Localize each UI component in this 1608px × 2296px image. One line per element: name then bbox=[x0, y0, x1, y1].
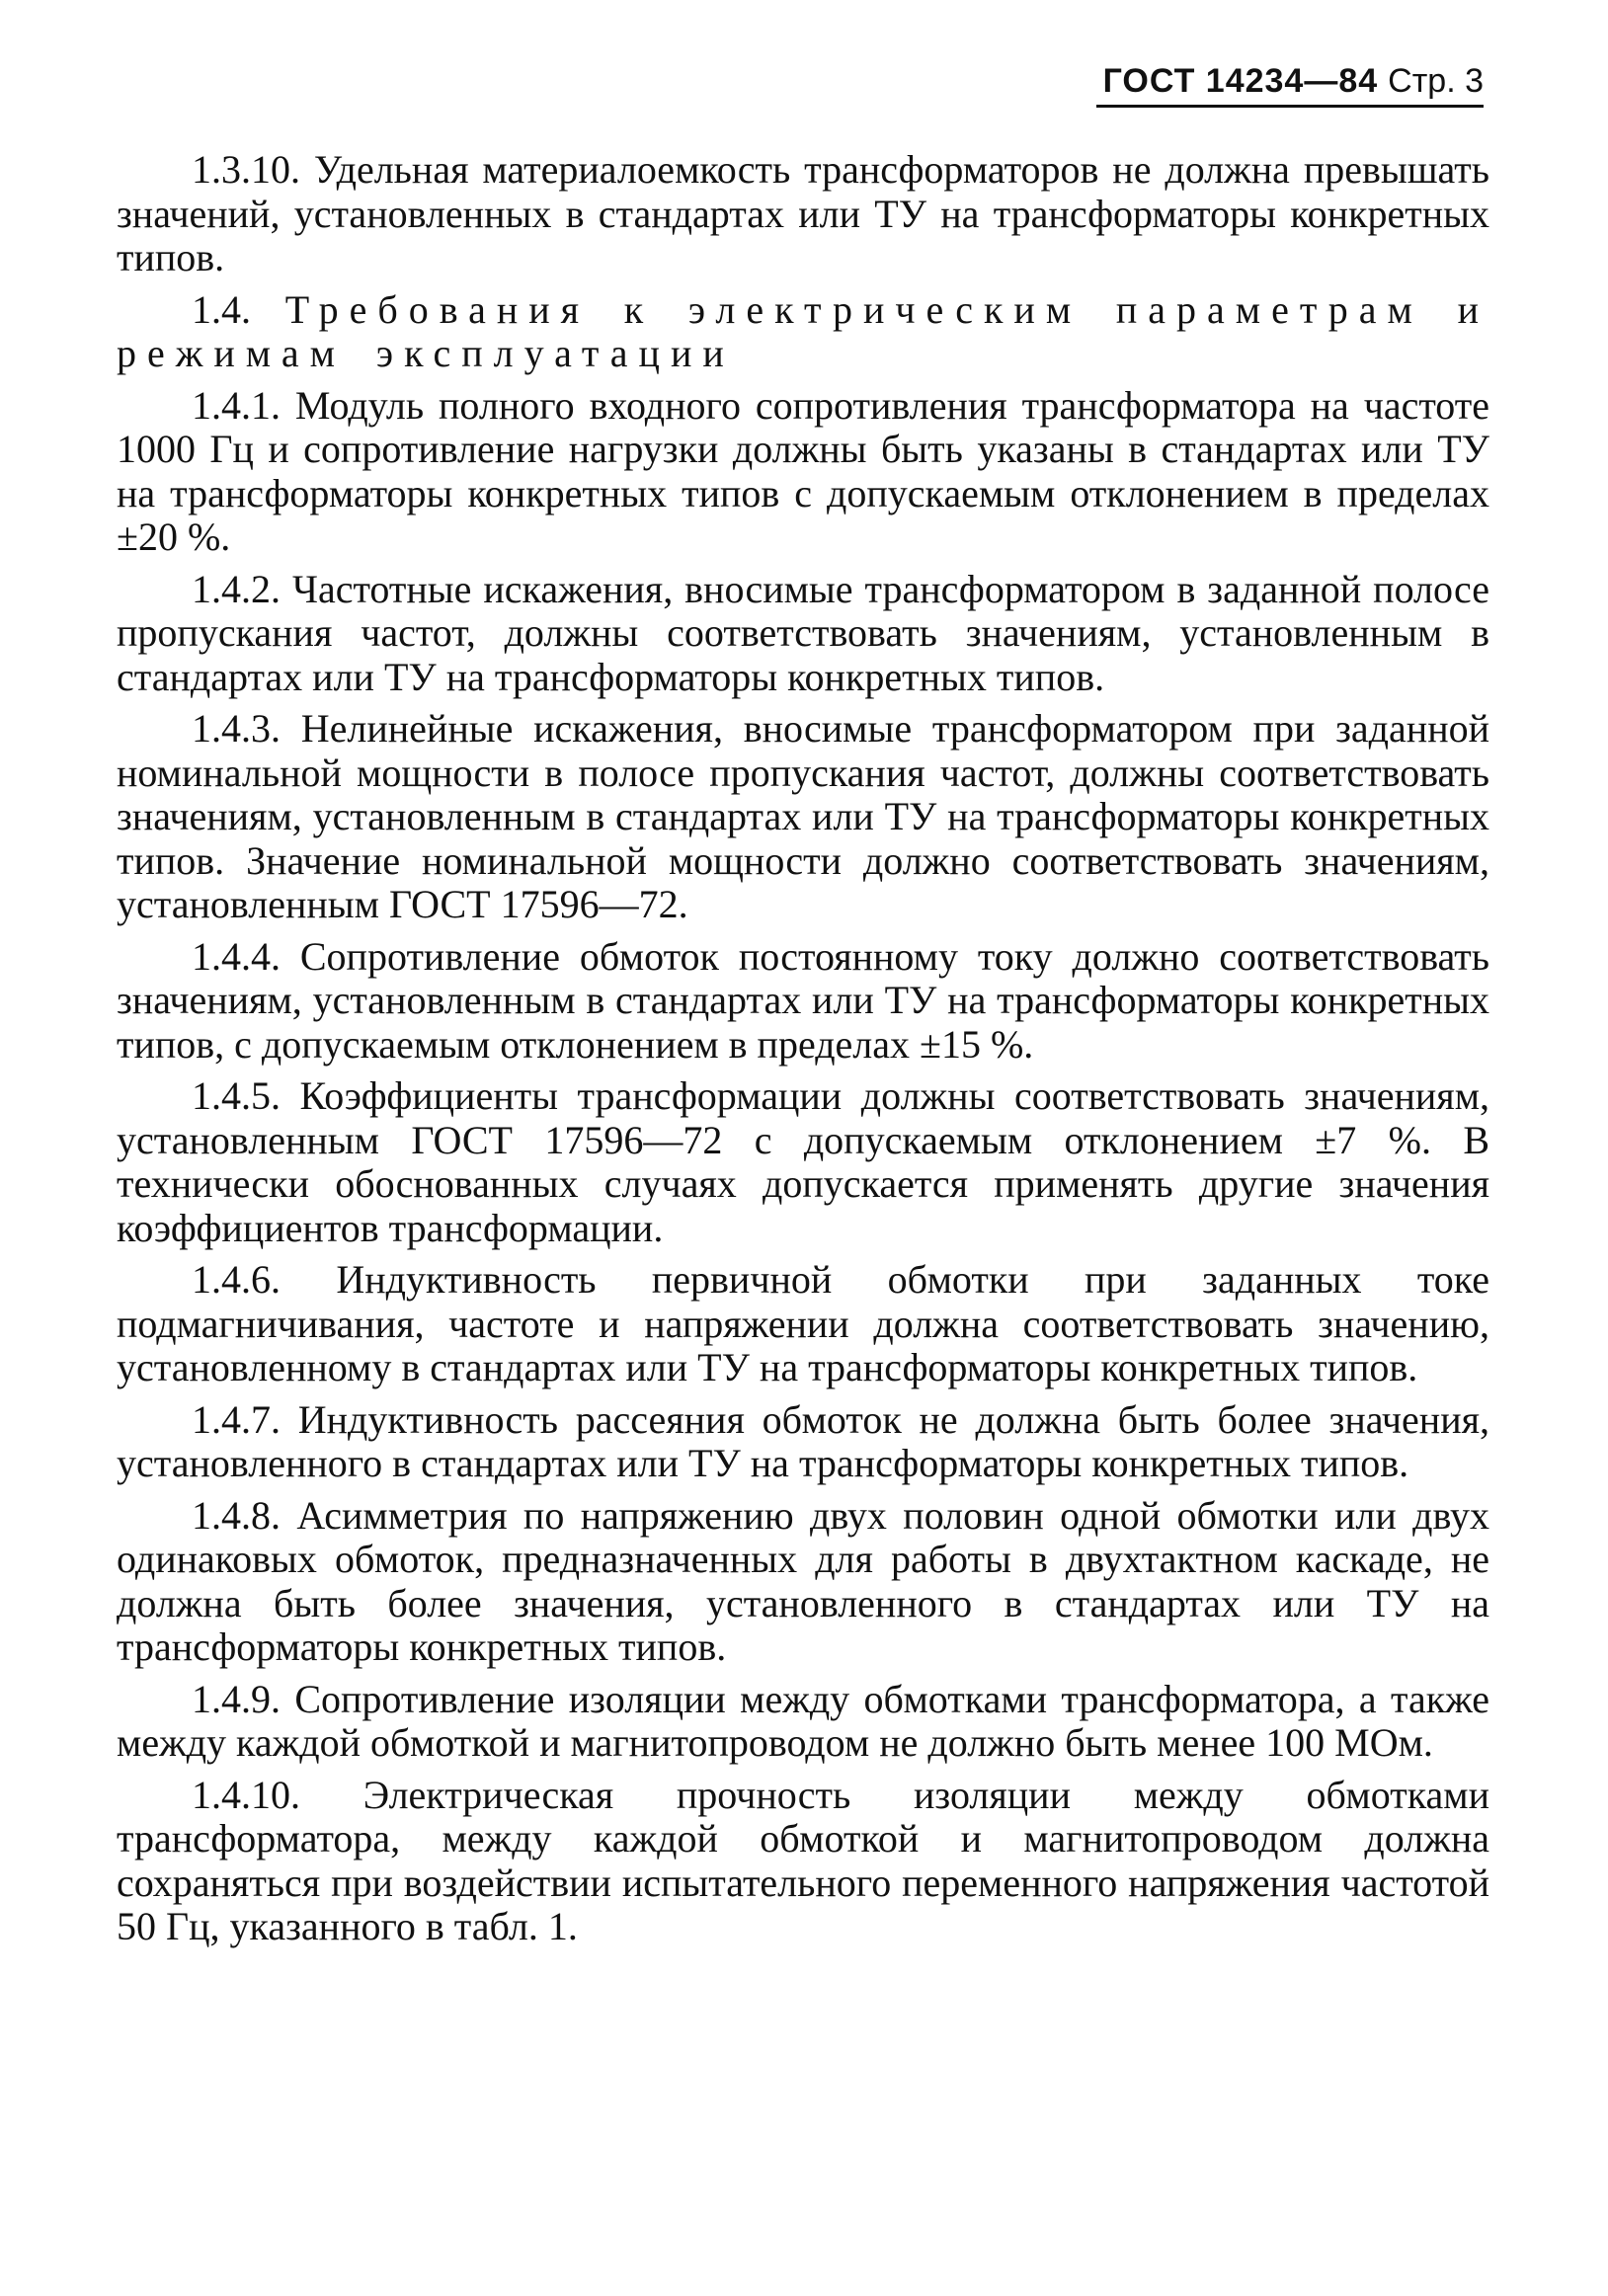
paragraph-1-4-1: 1.4.1. Модуль полного входного сопротивления трансформатора на частоте 1000 Гц и сопротивление нагрузки должны быть указаны в стандартах или ТУ на трансформаторы конкретных типов с допускаемым отклонением в пределах ±20 %. bbox=[117, 382, 1489, 559]
paragraph-1-4-8: 1.4.8. Асимметрия по напряжению двух половин одной обмотки или двух одинаковых обмоток, предназначенных для работы в двухтактном каскаде, не должна быть более значения, установленного в стандартах или ТУ на трансформаторы конкретных типов. bbox=[117, 1492, 1489, 1669]
paragraph-1-4-9: 1.4.9. Сопротивление изоляции между обмотками трансформатора, а также между каждой обмоткой и магнитопроводом не должно быть менее 100 МОм. bbox=[117, 1676, 1489, 1765]
paragraph-1-4-7: 1.4.7. Индуктивность рассеяния обмоток не должна быть более значения, установленного в стандартах или ТУ на трансформаторы конкретных типов. bbox=[117, 1396, 1489, 1485]
standard-number: ГОСТ 14234—84 bbox=[1102, 62, 1379, 100]
paragraph-1-4-3: 1.4.3. Нелинейные искажения, вносимые трансформатором при заданной номинальной мощности в полосе пропускания частот, должны соответствовать значениям, установленным в стандартах или ТУ на трансформаторы конкретных типов. Значение номинальной мощности должно соответствовать значениям, установленным ГОСТ 17596—72. bbox=[117, 706, 1489, 926]
section-heading-1-4 bbox=[117, 288, 1489, 376]
section-title: Требования к электрическим параметрам и режимам эксплуатации bbox=[117, 286, 1489, 375]
paragraph-1-3-10: 1.3.10. Удельная материалоемкость трансформаторов не должна превышать значений, установленных в стандартах или ТУ на трансформаторы конкретных типов. bbox=[117, 147, 1489, 279]
paragraph-1-4-5: 1.4.5. Коэффициенты трансформации должны соответствовать значениям, установленным ГОСТ 17596—72 с допускаемым отклонением ±7 %. В технически обоснованных случаях допускается применять другие значения коэффициентов трансформации. bbox=[117, 1073, 1489, 1250]
paragraph-1-4-10: 1.4.10. Электрическая прочность изоляции между обмотками трансформатора, между каждой обмоткой и магнитопроводом должна сохраняться при воздействии испытательного переменного напряжения частотой 50 Гц, указанного в табл. 1. bbox=[117, 1772, 1489, 1948]
paragraph-1-4-4: 1.4.4. Сопротивление обмоток постоянному току должно соответствовать значениям, установленным в стандартах или ТУ на трансформаторы конкретных типов, с допускаемым отклонением в пределах ±15 %. bbox=[117, 933, 1489, 1067]
paragraph-1-4-6: 1.4.6. Индуктивность первичной обмотки при заданных токе подмагничивания, частоте и напряжении должна соответствовать значению, установленному в стандартах или ТУ на трансформаторы конкретных типов. bbox=[117, 1257, 1489, 1389]
section-number: 1.4. bbox=[192, 286, 251, 332]
document-body bbox=[117, 148, 1489, 1957]
paragraph-1-4-2: 1.4.2. Частотные искажения, вносимые трансформатором в заданной полосе пропускания частот, должны соответствовать значениям, установленным в стандартах или ТУ на трансформаторы конкретных типов. bbox=[117, 566, 1489, 699]
page-header bbox=[1096, 61, 1484, 108]
page-number: Стр. 3 bbox=[1388, 62, 1484, 100]
